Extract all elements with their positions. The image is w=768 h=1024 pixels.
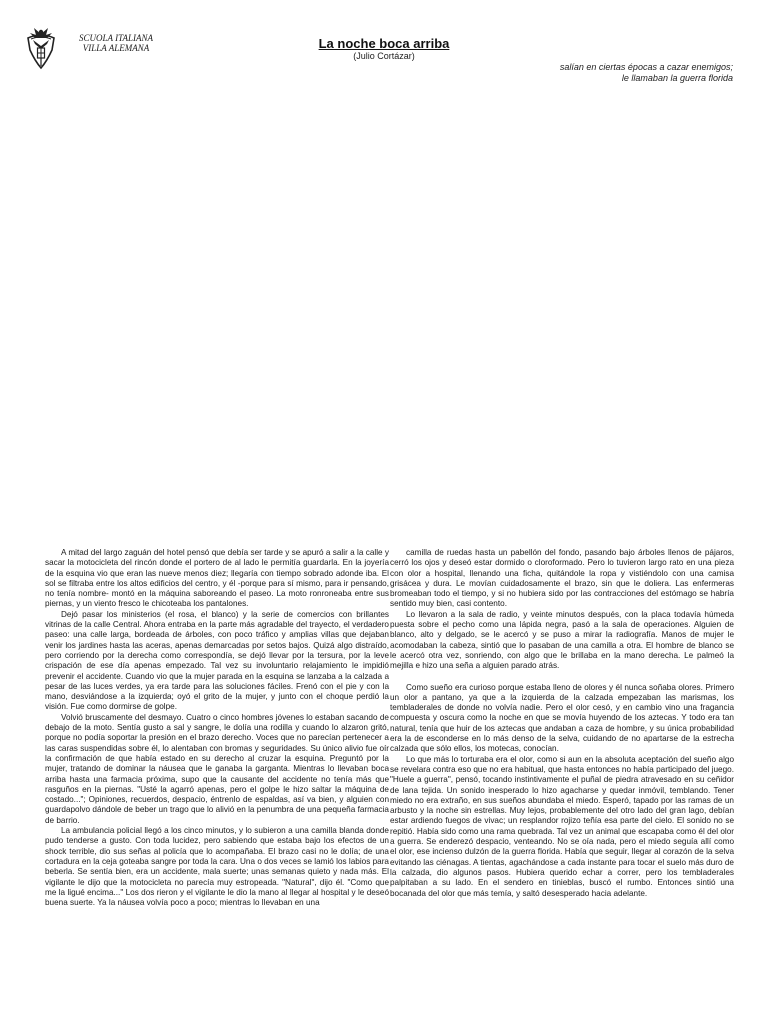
text-column-right — [390, 548, 734, 899]
paragraph: Lo llevaron a la sala de radio, y veinte minutos después, con la placa todavía húmeda puesta sobre el pecho como una lápida negra, pasó a la sala de operaciones. Alguien de blanco, alto y delgado, se le acercó y se puso a mirar la radiografía. Manos de mujer le acomodaban la cabeza, sintió que lo pasaban de una camilla a otra. El hombre de blanco se le acercó otra vez, sonriendo, con algo que le brillaba en la mano derecha. Le palmeó la mejilla e hizo una seña a alguien parado atrás. — [390, 609, 734, 671]
paragraph: Lo que más lo torturaba era el olor, como si aun en la absoluta aceptación del sueño algo se revelara contra eso que no era habitual, que hasta entonces no había participado del juego. "Huele a guerra", pensó, tocando instintivamente el puñal de piedra atravesado en su ceñidor de lana tejida. Un sonido inesperado lo hizo agacharse y quedar inmóvil, temblando. Tener miedo no era extraño, en sus sueños abundaba el miedo. Esperó, tapado por las ramas de un arbusto y la noche sin estrellas. Muy lejos, probablemente del otro lado del gran lago, debían estar ardiendo fuegos de vivac; un resplandor rojizo teñía esa parte del cielo. El sonido no se repitió. Había sido como una rama quebrada. Tal vez un animal que escapaba como él del olor a guerra. Se enderezó despacio, venteando. No se oía nada, pero el miedo seguía allí como el olor, ese incienso dulzón de la guerra florida. Había que seguir, llegar al corazón de la selva evitando las ciénagas. A tientas, agachándose a cada instante para tocar el suelo más duro de la calzada, dio algunos pasos. Hubiera querido echar a correr, pero los tembladerales palpitaban a su lado. En el sendero en tinieblas, buscó el rumbo. Entonces sintió una bocanada del olor que más temía, y saltó desesperado hacia adelante. — [390, 754, 734, 898]
paragraph: Como sueño era curioso porque estaba lleno de olores y él nunca soñaba olores. Primero un olor a pantano, ya que a la izquierda de la calzada empezaban las marismas, los tembladerales de donde no volvía nadie. Pero el olor cesó, y en cambio vino una fragancia compuesta y oscura como la noche en que se movía huyendo de los aztecas. Y todo era tan natural, tenía que huir de los aztecas que andaban a caza de hombre, y su única probabilidad era la de esconderse en lo más denso de la selva, cuidando de no apartarse de la estrecha calzada que sólo ellos, los motecas, conocían. — [390, 682, 734, 754]
paragraph: La ambulancia policial llegó a los cinco minutos, y lo subieron a una camilla blanda donde pudo tenderse a gusto. Con toda lucidez, pero sabiendo que estaba bajo los efectos de un shock terrible, dio sus señas al policía que lo acompañaba. El brazo casi no le dolía; de una cortadura en la ceja goteaba sangre por toda la cara. Una o dos veces se lamió los labios para beberla. Se sentía bien, era un accidente, mala suerte; unas semanas quieto y nada más. El vigilante le dijo que la motocicleta no parecía muy estropeada. "Natural", dijo él. "Como que me la ligué encima..." Los dos rieron y el vigilante le dio la mano al llegar al hospital y le deseó buena suerte. Ya la náusea volvía poco a poco; mientras lo llevaban en una — [45, 826, 389, 908]
epigraph — [403, 62, 733, 84]
epigraph-line2: le llamaban la guerra florida — [621, 73, 733, 83]
school-name-line2: VILLA ALEMANA — [82, 43, 150, 53]
author-line: (Julio Cortázar) — [353, 51, 415, 61]
school-name-line1: SCUOLA ITALIANA — [79, 33, 153, 43]
paragraph: A mitad del largo zaguán del hotel pensó que debía ser tarde y se apuró a salir a la calle y sacar la motocicleta del rincón donde el portero de al lado le permitía guardarla. En la joyería de la esquina vio que eran las nueve menos diez; llegaría con tiempo sobrado adonde iba. El sol se filtraba entre los altos edificios del centro, y él -porque para sí mismo, para ir pensando, no tenía nombre- montó en la máquina saboreando el paseo. La moto ronroneaba entre sus piernas, y un viento fresco le chicoteaba los pantalones. — [45, 548, 389, 609]
epigraph-line1: salían en ciertas épocas a cazar enemigos; — [559, 62, 733, 72]
text-column-left — [45, 548, 389, 908]
paragraph: Volvió bruscamente del desmayo. Cuatro o cinco hombres jóvenes lo estaban sacando de debajo de la moto. Sentía gusto a sal y sangre, le dolía una rodilla y cuando lo alzaron gritó, porque no podía soportar la presión en el brazo derecho. Voces que no parecían pertenecer a las caras suspendidas sobre él, lo alentaban con bromas y seguridades. Su único alivio fue oír la confirmación de que había estado en su derecho al cruzar la esquina. Preguntó por la mujer, tratando de dominar la náusea que le ganaba la garganta. Mientras lo llevaban boca arriba hasta una farmacia próxima, supo que la causante del accidente no tenía más que rasguños en la piernas. "Usté la agarró apenas, pero el golpe le hizo saltar la máquina de costado..."; Opiniones, recuerdos, despacio, éntrenlo de espaldas, así va bien, y alguien con guardapolvo dándole de beber un trago que lo alivió en la penumbra de una pequeña farmacia de barrio. — [45, 712, 389, 825]
page-title: La noche boca arriba — [318, 36, 450, 51]
paragraph: camilla de ruedas hasta un pabellón del fondo, pasando bajo árboles llenos de pájaros, cerró los ojos y deseó estar dormido o cloroformado. Pero lo tuvieron largo rato en una pieza con olor a hospital, llenando una ficha, quitándole la ropa y vistiéndolo con una camisa grisácea y dura. Le movían cuidadosamente el brazo, sin que le doliera. Las enfermeras bromeaban todo el tiempo, y si no hubiera sido por las contracciones del estómago se habría sentido muy bien, casi contento. — [390, 548, 734, 609]
paragraph: Dejó pasar los ministerios (el rosa, el blanco) y la serie de comercios con brillantes vitrinas de la calle Central. Ahora entraba en la parte más agradable del trayecto, el verdadero paseo: una calle larga, bordeada de árboles, con poco tráfico y amplias villas que dejaban venir los jardines hasta las aceras, apenas demarcadas por setos bajos. Quizá algo distraído, pero corriendo por la derecha como correspondía, se dejó llevar por la tersura, por la leve crispación de ese día apenas empezado. Tal vez su involuntario relajamiento le impidió prevenir el accidente. Cuando vio que la mujer parada en la esquina se lanzaba a la calzada a pesar de las luces verdes, ya era tarde para las soluciones fáciles. Frenó con el pie y con la mano, desviándose a la izquierda; oyó el grito de la mujer, y junto con el choque perdió la visión. Fue como dormirse de golpe. — [45, 609, 389, 712]
